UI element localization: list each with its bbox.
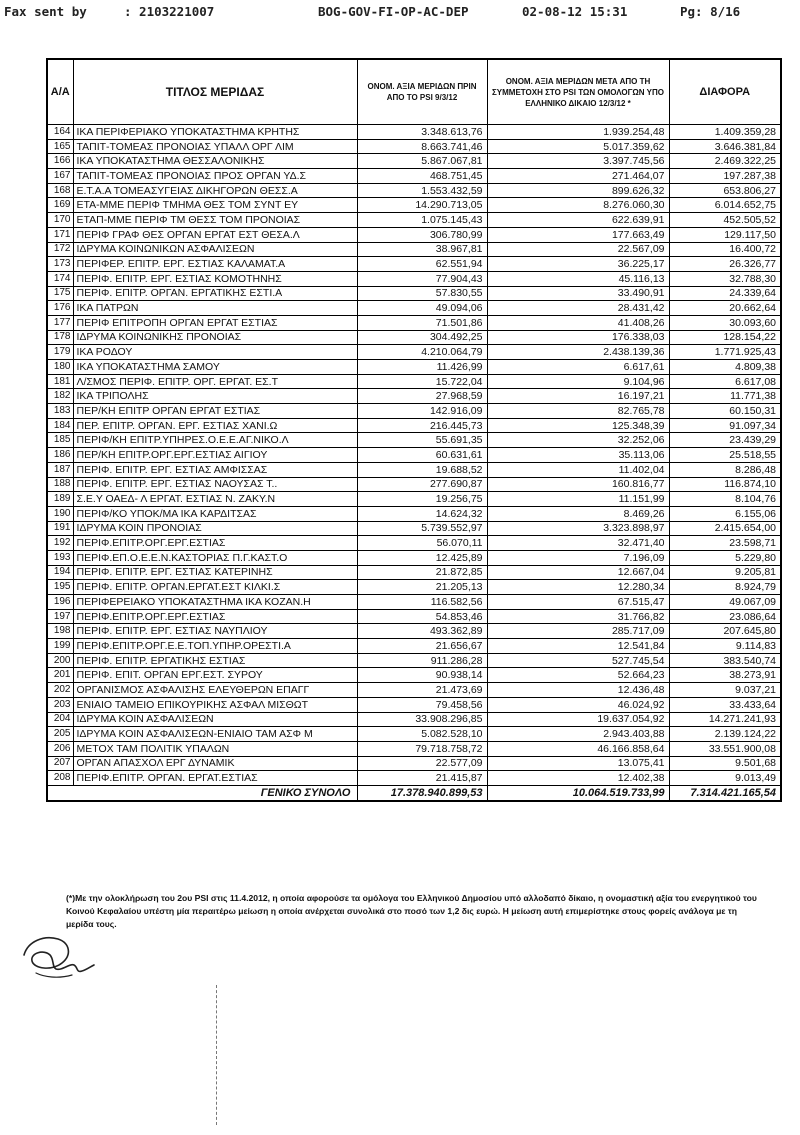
table-body [47, 125, 781, 786]
difference: 16.400,72 [669, 242, 781, 257]
difference: 91.097,34 [669, 418, 781, 433]
portfolio-name: ΠΕΡΙΦ.ΕΠΙΤΡ.ΟΡΓ.ΕΡΓ.ΕΣΤΙΑΣ [73, 609, 357, 624]
value-before: 12.425,89 [357, 550, 487, 565]
row-number: 203 [47, 697, 73, 712]
row-number: 196 [47, 595, 73, 610]
difference: 2.469.322,25 [669, 154, 781, 169]
fax-datetime: 02-08-12 15:31 [522, 4, 628, 19]
difference: 8.104,76 [669, 492, 781, 507]
difference: 24.339,64 [669, 286, 781, 301]
portfolio-name: ΙΚΑ ΠΕΡΙΦΕΡΙΑΚΟ ΥΠΟΚΑΤΑΣΤΗΜΑ ΚΡΗΤΗΣ [73, 125, 357, 140]
portfolio-name: ΙΔΡΥΜΑ ΚΟΙΝ ΑΣΦΑΛΙΣΕΩΝ [73, 712, 357, 727]
table-row [47, 315, 781, 330]
table-row [47, 477, 781, 492]
table-row [47, 183, 781, 198]
portfolio-name: ΠΕΡΙΦ.ΕΠΙΤΡ.ΟΡΓ.Ε.Ε.ΤΟΠ.ΥΠΗΡ.ΟΡΕΣΤΙ.Α [73, 639, 357, 654]
table-row [47, 492, 781, 507]
row-number: 170 [47, 213, 73, 228]
table-row [47, 595, 781, 610]
row-number: 192 [47, 536, 73, 551]
value-before: 60.631,61 [357, 448, 487, 463]
table-row [47, 213, 781, 228]
difference: 1.771.925,43 [669, 345, 781, 360]
total-label: ΓΕΝΙΚΟ ΣΥΝΟΛΟ [47, 785, 357, 801]
value-before: 14.290.713,05 [357, 198, 487, 213]
fax-sender-number: : 2103221007 [124, 4, 215, 19]
value-before: 33.908.296,85 [357, 712, 487, 727]
portfolio-name: ΜΕΤΟΧ ΤΑΜ ΠΟΛΙΤΙΚ ΥΠΑΛΩΝ [73, 741, 357, 756]
difference: 6.617,08 [669, 374, 781, 389]
portfolio-name: ΙΚΑ ΡΟΔΟΥ [73, 345, 357, 360]
difference: 207.645,80 [669, 624, 781, 639]
table-row [47, 404, 781, 419]
portfolio-name: ΠΕΡΙΦ.ΕΠ.Ο.Ε.Ε.Ν.ΚΑΣΤΟΡΙΑΣ Π.Γ.ΚΑΣΤ.Ο [73, 550, 357, 565]
portfolio-name: ΠΕΡΙΦ ΓΡΑΦ ΘΕΣ ΟΡΓΑΝ ΕΡΓΑΤ ΕΣΤ ΘΕΣΑ.Λ [73, 227, 357, 242]
difference: 20.662,64 [669, 301, 781, 316]
footnote: (*)Με την ολοκλήρωση του 2ου PSI στις 11.4.2012, η οποία αφορούσε τα ομόλογα του Ελληνικού Δημοσίου υπό αλλοδαπό δίκαιο, η ονομαστική αξία του ενεργητικού του Κοινού Κεφαλαίου υπέστη μία περαιτέρω μείωση η οποία ανέρχεται συνολικά στο ποσό των 1,2 δις ευρώ. Η μείωση αυτή επιμερίστηκε στους φορείς ανάλογα με τη μερίδα τους. [66, 893, 757, 929]
row-number: 181 [47, 374, 73, 389]
difference: 14.271.241,93 [669, 712, 781, 727]
value-after: 11.402,04 [487, 462, 669, 477]
value-before: 468.751,45 [357, 169, 487, 184]
value-before: 142.916,09 [357, 404, 487, 419]
portfolio-name: ΠΕΡΙΦ.ΕΠΙΤΡ.ΟΡΓ.ΕΡΓ.ΕΣΤΙΑΣ [73, 536, 357, 551]
portfolio-name: ΙΚΑ ΤΡΙΠΟΛΗΣ [73, 389, 357, 404]
value-before: 306.780,99 [357, 227, 487, 242]
portfolio-name: ΙΔΡΥΜΑ ΚΟΙΝ ΠΡΟΝΟΙΑΣ [73, 521, 357, 536]
value-before: 277.690,87 [357, 477, 487, 492]
value-after: 32.252,06 [487, 433, 669, 448]
value-before: 77.904,43 [357, 271, 487, 286]
difference: 26.326,77 [669, 257, 781, 272]
table-row [47, 565, 781, 580]
portfolio-name: Ε.Τ.Α.Α ΤΟΜΕΑΣΥΓΕΙΑΣ ΔΙΚΗΓΟΡΩΝ ΘΕΣΣ.Α [73, 183, 357, 198]
difference: 33.551.900,08 [669, 741, 781, 756]
difference: 8.924,79 [669, 580, 781, 595]
difference: 128.154,22 [669, 330, 781, 345]
portfolio-name: ΙΚΑ ΠΑΤΡΩΝ [73, 301, 357, 316]
value-before: 3.348.613,76 [357, 125, 487, 140]
value-before: 90.938,14 [357, 668, 487, 683]
portfolio-name: ΠΕΡΙΦ/ΚΟ ΥΠΟΚ/ΜΑ ΙΚΑ ΚΑΡΔΙΤΣΑΣ [73, 506, 357, 521]
value-before: 19.688,52 [357, 462, 487, 477]
portfolio-name: ΠΕΡΙΦ. ΕΠΙΤΡ. ΕΡΓ. ΕΣΤΙΑΣ ΚΟΜΟΤΗΝΗΣ [73, 271, 357, 286]
portfolio-name: ΠΕΡ/ΚΗ ΕΠΙΤΡ ΟΡΓΑΝ ΕΡΓΑΤ ΕΣΤΙΑΣ [73, 404, 357, 419]
table-row [47, 154, 781, 169]
portfolio-name: ΠΕΡΙΦ. ΕΠΙΤΡ. ΕΡΓ. ΕΣΤΙΑΣ ΝΑΥΠΛΙΟΥ [73, 624, 357, 639]
value-before: 1.553.432,59 [357, 183, 487, 198]
row-number: 179 [47, 345, 73, 360]
difference: 38.273,91 [669, 668, 781, 683]
value-before: 21.473,69 [357, 683, 487, 698]
table-row [47, 506, 781, 521]
difference: 23.598,71 [669, 536, 781, 551]
portfolio-name: ΠΕΡΙΦ. ΕΠΙΤΡ. ΕΡΓΑΤΙΚΗΣ ΕΣΤΙΑΣ [73, 653, 357, 668]
table-row [47, 242, 781, 257]
portfolio-name: ΠΕΡΙΦ/ΚΗ ΕΠΙΤΡ.ΥΠΗΡΕΣ.Ο.Ε.Ε.ΑΓ.ΝΙΚΟ.Λ [73, 433, 357, 448]
value-after: 12.436,48 [487, 683, 669, 698]
table-row [47, 257, 781, 272]
value-before: 304.492,25 [357, 330, 487, 345]
difference: 30.093,60 [669, 315, 781, 330]
portfolio-name: ΠΕΡΙΦΕΡΕΙΑΚΟ ΥΠΟΚΑΤΑΣΤΗΜΑ ΙΚΑ ΚΟΖΑΝ.Η [73, 595, 357, 610]
value-before: 21.872,85 [357, 565, 487, 580]
difference: 32.788,30 [669, 271, 781, 286]
value-before: 21.656,67 [357, 639, 487, 654]
portfolio-name: ΙΔΡΥΜΑ ΚΟΙΝΩΝΙΚΩΝ ΑΣΦΑΛΙΣΕΩΝ [73, 242, 357, 257]
value-after: 8.469,26 [487, 506, 669, 521]
value-after: 16.197,21 [487, 389, 669, 404]
row-number: 174 [47, 271, 73, 286]
table-row [47, 286, 781, 301]
value-after: 19.637.054,92 [487, 712, 669, 727]
table-row [47, 580, 781, 595]
value-before: 49.094,06 [357, 301, 487, 316]
table-row [47, 653, 781, 668]
portfolio-name: ΠΕΡΙΦ. ΕΠΙΤΡ. ΟΡΓΑΝ. ΕΡΓΑΤΙΚΗΣ ΕΣΤΙ.Α [73, 286, 357, 301]
portfolio-name: ΙΚΑ ΥΠΟΚΑΤΑΣΤΗΜΑ ΣΑΜΟΥ [73, 360, 357, 375]
value-after: 899.626,32 [487, 183, 669, 198]
portfolio-name: ΕΤΑΠ-ΜΜΕ ΠΕΡΙΦ ΤΜ ΘΕΣΣ ΤΟΜ ΠΡΟΝΟΙΑΣ [73, 213, 357, 228]
row-number: 166 [47, 154, 73, 169]
difference: 653.806,27 [669, 183, 781, 198]
row-number: 172 [47, 242, 73, 257]
difference: 33.433,64 [669, 697, 781, 712]
table-row [47, 609, 781, 624]
row-number: 173 [47, 257, 73, 272]
row-number: 183 [47, 404, 73, 419]
difference: 6.155,06 [669, 506, 781, 521]
scan-artifact-line [216, 985, 218, 1125]
row-number: 200 [47, 653, 73, 668]
handwritten-signature [14, 915, 104, 985]
row-number: 164 [47, 125, 73, 140]
table-row [47, 697, 781, 712]
value-before: 5.739.552,97 [357, 521, 487, 536]
difference: 9.013,49 [669, 771, 781, 786]
value-after: 41.408,26 [487, 315, 669, 330]
table-row [47, 756, 781, 771]
difference: 197.287,38 [669, 169, 781, 184]
row-number: 191 [47, 521, 73, 536]
value-before: 1.075.145,43 [357, 213, 487, 228]
value-before: 8.663.741,46 [357, 139, 487, 154]
value-after: 3.397.745,56 [487, 154, 669, 169]
value-before: 493.362,89 [357, 624, 487, 639]
portfolio-name: ΤΑΠΙΤ-ΤΟΜΕΑΣ ΠΡΟΝΟΙΑΣ ΥΠΑΛΛ ΟΡΓ ΛΙΜ [73, 139, 357, 154]
table-row [47, 227, 781, 242]
value-after: 22.567,09 [487, 242, 669, 257]
table-row [47, 624, 781, 639]
value-before: 14.624,32 [357, 506, 487, 521]
table-row [47, 330, 781, 345]
difference: 9.037,21 [669, 683, 781, 698]
row-number: 195 [47, 580, 73, 595]
value-after: 3.323.898,97 [487, 521, 669, 536]
difference: 23.086,64 [669, 609, 781, 624]
value-after: 285.717,09 [487, 624, 669, 639]
difference: 6.014.652,75 [669, 198, 781, 213]
table-row [47, 771, 781, 786]
value-before: 38.967,81 [357, 242, 487, 257]
portfolio-value-table [46, 58, 782, 802]
row-number: 206 [47, 741, 73, 756]
difference: 129.117,50 [669, 227, 781, 242]
row-number: 182 [47, 389, 73, 404]
table-row [47, 345, 781, 360]
portfolio-name: ΠΕΡΙΦ ΕΠΙΤΡΟΠΗ ΟΡΓΑΝ ΕΡΓΑΤ ΕΣΤΙΑΣ [73, 315, 357, 330]
row-number: 188 [47, 477, 73, 492]
table-row [47, 418, 781, 433]
row-number: 184 [47, 418, 73, 433]
value-before: 22.577,09 [357, 756, 487, 771]
value-after: 271.464,07 [487, 169, 669, 184]
portfolio-name: ΠΕΡ/ΚΗ ΕΠΙΤΡ.ΟΡΓ.ΕΡΓ.ΕΣΤΙΑΣ ΑΙΓΙΟΥ [73, 448, 357, 463]
portfolio-name: ΠΕΡΙΦ. ΕΠΙΤΡ. ΕΡΓ. ΕΣΤΙΑΣ ΑΜΦΙΣΣΑΣ [73, 462, 357, 477]
row-number: 168 [47, 183, 73, 198]
row-number: 205 [47, 727, 73, 742]
row-number: 189 [47, 492, 73, 507]
row-number: 208 [47, 771, 73, 786]
value-after: 12.402,38 [487, 771, 669, 786]
table-row [47, 389, 781, 404]
value-before: 27.968,59 [357, 389, 487, 404]
difference: 4.809,38 [669, 360, 781, 375]
row-number: 201 [47, 668, 73, 683]
value-after: 45.116,13 [487, 271, 669, 286]
value-before: 5.867.067,81 [357, 154, 487, 169]
table-row [47, 668, 781, 683]
portfolio-name: ΟΡΓΑΝ ΑΠΑΣΧΟΛ ΕΡΓ ΔΥΝΑΜΙΚ [73, 756, 357, 771]
value-after: 67.515,47 [487, 595, 669, 610]
portfolio-name: ΙΔΡΥΜΑ ΚΟΙΝΩΝΙΚΗΣ ΠΡΟΝΟΙΑΣ [73, 330, 357, 345]
row-number: 207 [47, 756, 73, 771]
portfolio-name: ΠΕΡΙΦ. ΕΠΙΤΡ. ΕΡΓ. ΕΣΤΙΑΣ ΚΑΤΕΡΙΝΗΣ [73, 565, 357, 580]
value-before: 216.445,73 [357, 418, 487, 433]
value-after: 32.471,40 [487, 536, 669, 551]
row-number: 198 [47, 624, 73, 639]
row-number: 180 [47, 360, 73, 375]
row-number: 171 [47, 227, 73, 242]
difference: 5.229,80 [669, 550, 781, 565]
row-number: 186 [47, 448, 73, 463]
header-title: ΤΙΤΛΟΣ ΜΕΡΙΔΑΣ [73, 59, 357, 125]
difference: 25.518,55 [669, 448, 781, 463]
table-row [47, 521, 781, 536]
value-after: 33.490,91 [487, 286, 669, 301]
value-before: 57.830,55 [357, 286, 487, 301]
table-header [47, 59, 781, 125]
value-before: 79.458,56 [357, 697, 487, 712]
value-after: 2.438.139,36 [487, 345, 669, 360]
difference: 23.439,29 [669, 433, 781, 448]
value-after: 13.075,41 [487, 756, 669, 771]
table-row [47, 271, 781, 286]
value-after: 9.104,96 [487, 374, 669, 389]
row-number: 199 [47, 639, 73, 654]
header-value-before: ΟΝΟΜ. ΑΞΙΑ ΜΕΡΙΔΩΝ ΠΡΙΝ ΑΠΟ ΤΟ PSI 9/3/12 [357, 59, 487, 125]
table-row [47, 448, 781, 463]
value-before: 54.853,46 [357, 609, 487, 624]
difference: 9.114,83 [669, 639, 781, 654]
difference: 49.067,09 [669, 595, 781, 610]
header-value-after: ΟΝΟΜ. ΑΞΙΑ ΜΕΡΙΔΩΝ ΜΕΤΑ ΑΠΟ ΤΗ ΣΥΜΜΕΤΟΧΗ ΣΤΟ PSI ΤΩΝ ΟΜΟΛΟΓΩΝ ΥΠΟ ΕΛΛΗΝΙΚΟ ΔΙΚΑΙΟ 12/3/12 * [487, 59, 669, 125]
value-before: 116.582,56 [357, 595, 487, 610]
value-after: 176.338,03 [487, 330, 669, 345]
difference: 11.771,38 [669, 389, 781, 404]
portfolio-name: ΠΕΡΙΦ. ΕΠΙΤΡ. ΟΡΓΑΝ.ΕΡΓΑΤ.ΕΣΤ ΚΙΛΚΙ.Σ [73, 580, 357, 595]
value-after: 46.024,92 [487, 697, 669, 712]
value-after: 622.639,91 [487, 213, 669, 228]
row-number: 204 [47, 712, 73, 727]
fax-department-code: BOG-GOV-FI-OP-AC-DEP [318, 4, 469, 19]
portfolio-name: ΠΕΡΙΦΕΡ. ΕΠΙΤΡ. ΕΡΓ. ΕΣΤΙΑΣ ΚΑΛΑΜΑΤ.Α [73, 257, 357, 272]
difference: 60.150,31 [669, 404, 781, 419]
difference: 9.205,81 [669, 565, 781, 580]
fax-header [0, 4, 800, 24]
value-before: 4.210.064,79 [357, 345, 487, 360]
value-after: 6.617,61 [487, 360, 669, 375]
row-number: 177 [47, 315, 73, 330]
value-before: 21.415,87 [357, 771, 487, 786]
table-row [47, 712, 781, 727]
value-before: 56.070,11 [357, 536, 487, 551]
difference: 383.540,74 [669, 653, 781, 668]
difference: 452.505,52 [669, 213, 781, 228]
value-before: 62.551,94 [357, 257, 487, 272]
header-aa: Α/Α [47, 59, 73, 125]
value-after: 11.151,99 [487, 492, 669, 507]
value-after: 527.745,54 [487, 653, 669, 668]
value-after: 1.939.254,48 [487, 125, 669, 140]
value-before: 79.718.758,72 [357, 741, 487, 756]
value-after: 52.664,23 [487, 668, 669, 683]
difference: 2.415.654,00 [669, 521, 781, 536]
table-row [47, 536, 781, 551]
difference: 9.501,68 [669, 756, 781, 771]
value-after: 8.276.060,30 [487, 198, 669, 213]
portfolio-name: ΙΚΑ ΥΠΟΚΑΤΑΣΤΗΜΑ ΘΕΣΣΑΛΟΝΙΚΗΣ [73, 154, 357, 169]
value-after: 28.431,42 [487, 301, 669, 316]
row-number: 169 [47, 198, 73, 213]
row-number: 202 [47, 683, 73, 698]
value-before: 19.256,75 [357, 492, 487, 507]
value-after: 46.166.858,64 [487, 741, 669, 756]
table-row [47, 198, 781, 213]
difference: 116.874,10 [669, 477, 781, 492]
portfolio-name: ΟΡΓΑΝΙΣΜΟΣ ΑΣΦΑΛΙΣΗΣ ΕΛΕΥΘΕΡΩΝ ΕΠΑΓΓ [73, 683, 357, 698]
value-after: 5.017.359,62 [487, 139, 669, 154]
row-number: 176 [47, 301, 73, 316]
value-before: 71.501,86 [357, 315, 487, 330]
header-difference: ΔΙΑΦΟΡΑ [669, 59, 781, 125]
value-after: 12.667,04 [487, 565, 669, 580]
row-number: 167 [47, 169, 73, 184]
value-after: 125.348,39 [487, 418, 669, 433]
row-number: 194 [47, 565, 73, 580]
table-row [47, 639, 781, 654]
difference: 8.286,48 [669, 462, 781, 477]
portfolio-name: ΕΤΑ-ΜΜΕ ΠΕΡΙΦ ΤΜΗΜΑ ΘΕΣ ΤΟΜ ΣΥΝΤ ΕΥ [73, 198, 357, 213]
value-before: 11.426,99 [357, 360, 487, 375]
value-before: 5.082.528,10 [357, 727, 487, 742]
row-number: 193 [47, 550, 73, 565]
table-row [47, 301, 781, 316]
table-row [47, 741, 781, 756]
table-row [47, 374, 781, 389]
row-number: 165 [47, 139, 73, 154]
value-before: 55.691,35 [357, 433, 487, 448]
row-number: 178 [47, 330, 73, 345]
total-row [47, 785, 781, 801]
difference: 2.139.124,22 [669, 727, 781, 742]
row-number: 185 [47, 433, 73, 448]
table-row [47, 360, 781, 375]
fax-sender-label: Fax sent by [4, 4, 87, 19]
portfolio-name: ΙΔΡΥΜΑ ΚΟΙΝ ΑΣΦΑΛΙΣΕΩΝ-ΕΝΙΑΙΟ ΤΑΜ ΑΣΦ Μ [73, 727, 357, 742]
portfolio-name: Σ.Ε.Υ ΟΑΕΔ- Λ ΕΡΓΑΤ. ΕΣΤΙΑΣ Ν. ΖΑΚΥ.Ν [73, 492, 357, 507]
difference: 1.409.359,28 [669, 125, 781, 140]
value-after: 35.113,06 [487, 448, 669, 463]
table-row [47, 169, 781, 184]
portfolio-name: Λ/ΣΜΟΣ ΠΕΡΙΦ. ΕΠΙΤΡ. ΟΡΓ. ΕΡΓΑΤ. ΕΣ.Τ [73, 374, 357, 389]
value-before: 21.205,13 [357, 580, 487, 595]
fax-page-number: Pg: 8/16 [680, 4, 741, 19]
portfolio-name: ΠΕΡΙΦ. ΕΠΙΤΡ. ΕΡΓ. ΕΣΤΙΑΣ ΝΑΟΥΣΑΣ Τ.. [73, 477, 357, 492]
portfolio-name: ΠΕΡΙΦ.ΕΠΙΤΡ. ΟΡΓΑΝ. ΕΡΓΑΤ.ΕΣΤΙΑΣ [73, 771, 357, 786]
portfolio-name: ΕΝΙΑΙΟ ΤΑΜΕΙΟ ΕΠΙΚΟΥΡΙΚΗΣ ΑΣΦΑΛ ΜΙΣΘΩΤ [73, 697, 357, 712]
table-row [47, 433, 781, 448]
table-row [47, 683, 781, 698]
value-before: 15.722,04 [357, 374, 487, 389]
table-row [47, 727, 781, 742]
value-after: 31.766,82 [487, 609, 669, 624]
row-number: 197 [47, 609, 73, 624]
value-after: 36.225,17 [487, 257, 669, 272]
table-footer [47, 785, 781, 801]
row-number: 187 [47, 462, 73, 477]
value-before: 911.286,28 [357, 653, 487, 668]
total-difference: 7.314.421.165,54 [669, 785, 781, 801]
table-row [47, 462, 781, 477]
value-after: 12.541,84 [487, 639, 669, 654]
table-row [47, 550, 781, 565]
row-number: 175 [47, 286, 73, 301]
portfolio-name: ΤΑΠΙΤ-ΤΟΜΕΑΣ ΠΡΟΝΟΙΑΣ ΠΡΟΣ ΟΡΓΑΝ ΥΔ.Σ [73, 169, 357, 184]
difference: 3.646.381,84 [669, 139, 781, 154]
value-after: 2.943.403,88 [487, 727, 669, 742]
value-after: 7.196,09 [487, 550, 669, 565]
value-after: 12.280,34 [487, 580, 669, 595]
total-value-after: 10.064.519.733,99 [487, 785, 669, 801]
value-after: 160.816,77 [487, 477, 669, 492]
portfolio-name: ΠΕΡ. ΕΠΙΤΡ. ΟΡΓΑΝ. ΕΡΓ. ΕΣΤΙΑΣ ΧΑΝΙ.Ω [73, 418, 357, 433]
row-number: 190 [47, 506, 73, 521]
portfolio-name: ΠΕΡΙΦ. ΕΠΙΤ. ΟΡΓΑΝ ΕΡΓ.ΕΣΤ. ΣΥΡΟΥ [73, 668, 357, 683]
table-row [47, 125, 781, 140]
total-value-before: 17.378.940.899,53 [357, 785, 487, 801]
value-after: 177.663,49 [487, 227, 669, 242]
value-after: 82.765,78 [487, 404, 669, 419]
table-row [47, 139, 781, 154]
